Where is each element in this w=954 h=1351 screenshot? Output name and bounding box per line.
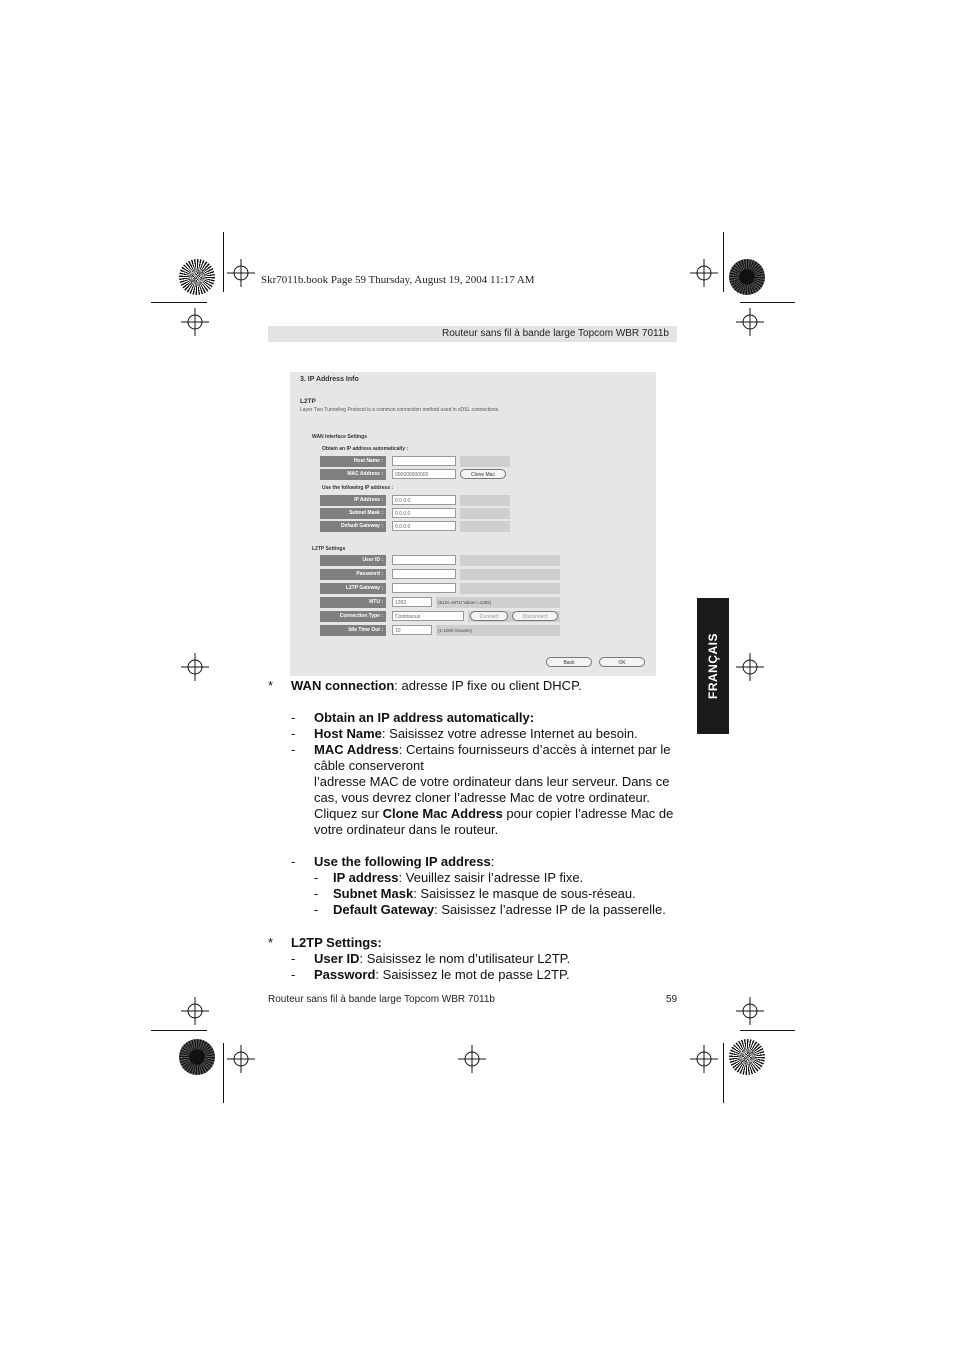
user-id-input[interactable]: [392, 555, 456, 565]
dash-bullet: -: [291, 710, 296, 725]
print-slug: Skr7011b.book Page 59 Thursday, August 19, 2004 11:17 AM: [261, 274, 535, 286]
dash-bullet: -: [291, 742, 296, 757]
wan-connection-item: WAN connection: adresse IP fixe ou client DHCP.: [291, 678, 582, 693]
language-tab-label: FRANÇAIS: [706, 633, 720, 699]
mac-address-item: MAC Address: Certains fournisseurs d’accès à internet par le: [314, 742, 671, 757]
subnet-mask-input[interactable]: 0.0.0.0: [392, 508, 456, 518]
mac-address-row: [320, 469, 510, 480]
password-row: [320, 569, 560, 580]
page-number: 59: [666, 994, 678, 1005]
dash-bullet: -: [291, 967, 296, 982]
mac-text-line: l’adresse MAC de votre ordinateur dans leur serveur. Dans ce: [314, 774, 670, 789]
color-bar-icon: [179, 259, 215, 295]
default-gateway-row: [320, 521, 510, 532]
radio-obtain-auto[interactable]: Obtain an IP address automatically :: [322, 446, 409, 452]
default-gateway-input[interactable]: 0.0.0.0: [392, 521, 456, 531]
connection-type-label: Connection Type :: [320, 611, 386, 622]
host-name-item: Host Name: Saisissez votre adresse Internet au besoin.: [314, 726, 638, 741]
mac-text-line: Cliquez sur Clone Mac Address pour copier l’adresse Mac de: [314, 806, 674, 821]
connect-button[interactable]: Connect: [470, 611, 508, 621]
header-title: Routeur sans fil à bande large Topcom WBR 7011b: [442, 328, 669, 339]
connection-type-select[interactable]: Continuous: [392, 611, 464, 621]
idle-timeout-input[interactable]: 10: [392, 625, 432, 635]
ip-address-item: IP address: Veuillez saisir l’adresse IP fixe.: [333, 870, 584, 885]
default-gateway-item: Default Gateway: Saisissez l’adresse IP de la passerelle.: [333, 902, 666, 917]
use-following-ip-item: Use the following IP address:: [314, 854, 495, 869]
dash-bullet: -: [314, 902, 319, 917]
mac-text-line: câble conserveront: [314, 758, 424, 773]
mac-address-label: MAC Address :: [320, 469, 386, 480]
mtu-label: MTU :: [320, 597, 386, 608]
mac-text-line: votre ordinateur dans le routeur.: [314, 822, 499, 837]
clone-mac-button[interactable]: Clone Mac: [460, 469, 506, 479]
mac-text-line: cas, vous devrez cloner l’adresse Mac de votre ordinateur.: [314, 790, 651, 805]
dash-bullet: -: [314, 886, 319, 901]
host-name-row: [320, 456, 510, 467]
color-bar-icon: [729, 1039, 765, 1075]
default-gateway-label: Default Gateway :: [320, 521, 386, 532]
connection-type-row: [320, 611, 560, 622]
idle-timeout-label: Idle Time Out :: [320, 625, 386, 636]
idle-timeout-row: [320, 625, 560, 636]
password-item: Password: Saisissez le mot de passe L2TP.: [314, 967, 570, 982]
wan-section-heading: WAN Interface Settings: [312, 434, 368, 440]
l2tp-section-heading: L2TP Settings: [312, 546, 346, 552]
ip-address-label: IP Address :: [320, 495, 386, 506]
obtain-auto-item: Obtain an IP address automatically:: [314, 710, 535, 725]
mtu-row: [320, 597, 560, 608]
user-id-item: User ID: Saisissez le nom d’utilisateur L2TP.: [314, 951, 571, 966]
idle-timeout-hint: (1-1000 minutes): [438, 628, 473, 633]
screenshot-description: Layer Two Tunneling Protocol is a common connection method used in xDSL connections.: [300, 407, 500, 413]
ip-address-input[interactable]: 0.0.0.0: [392, 495, 456, 505]
running-header: [268, 326, 677, 342]
disconnect-button[interactable]: Disconnect: [512, 611, 558, 621]
language-tab: [697, 598, 729, 734]
router-screenshot: [290, 372, 656, 676]
mtu-hint: (512<=MTU Value<=1492): [438, 600, 492, 605]
l2tp-settings-item: L2TP Settings:: [291, 935, 382, 950]
password-label: Password :: [320, 569, 386, 580]
l2tp-gateway-input[interactable]: [392, 583, 456, 593]
dash-bullet: -: [314, 870, 319, 885]
mac-address-input[interactable]: 000000000000: [392, 469, 456, 479]
l2tp-gateway-row: [320, 583, 560, 594]
mtu-input[interactable]: 1392: [392, 597, 432, 607]
ip-address-row: [320, 495, 510, 506]
color-bar-icon: [729, 259, 765, 295]
subnet-mask-item: Subnet Mask: Saisissez le masque de sous-réseau.: [333, 886, 636, 901]
subnet-mask-label: Subnet Mask :: [320, 508, 386, 519]
user-id-row: [320, 555, 560, 566]
bullet-star: *: [268, 678, 274, 693]
password-input[interactable]: [392, 569, 456, 579]
screenshot-title: 3. IP Address Info: [300, 376, 359, 383]
user-id-label: User ID :: [320, 555, 386, 566]
back-button[interactable]: Back: [546, 657, 592, 667]
subnet-mask-row: [320, 508, 510, 519]
host-name-input[interactable]: [392, 456, 456, 466]
dash-bullet: -: [291, 726, 296, 741]
radio-static-ip[interactable]: Use the following IP address :: [322, 485, 394, 491]
dash-bullet: -: [291, 951, 296, 966]
dash-bullet: -: [291, 854, 296, 869]
color-bar-icon: [179, 1039, 215, 1075]
ok-button[interactable]: OK: [599, 657, 645, 667]
l2tp-gateway-label: L2TP Gateway :: [320, 583, 386, 594]
screenshot-subtitle: L2TP: [300, 398, 316, 405]
host-name-label: Host Name :: [320, 456, 386, 467]
bullet-star: *: [268, 935, 274, 950]
footer-title: Routeur sans fil à bande large Topcom WBR 7011b: [268, 994, 495, 1005]
